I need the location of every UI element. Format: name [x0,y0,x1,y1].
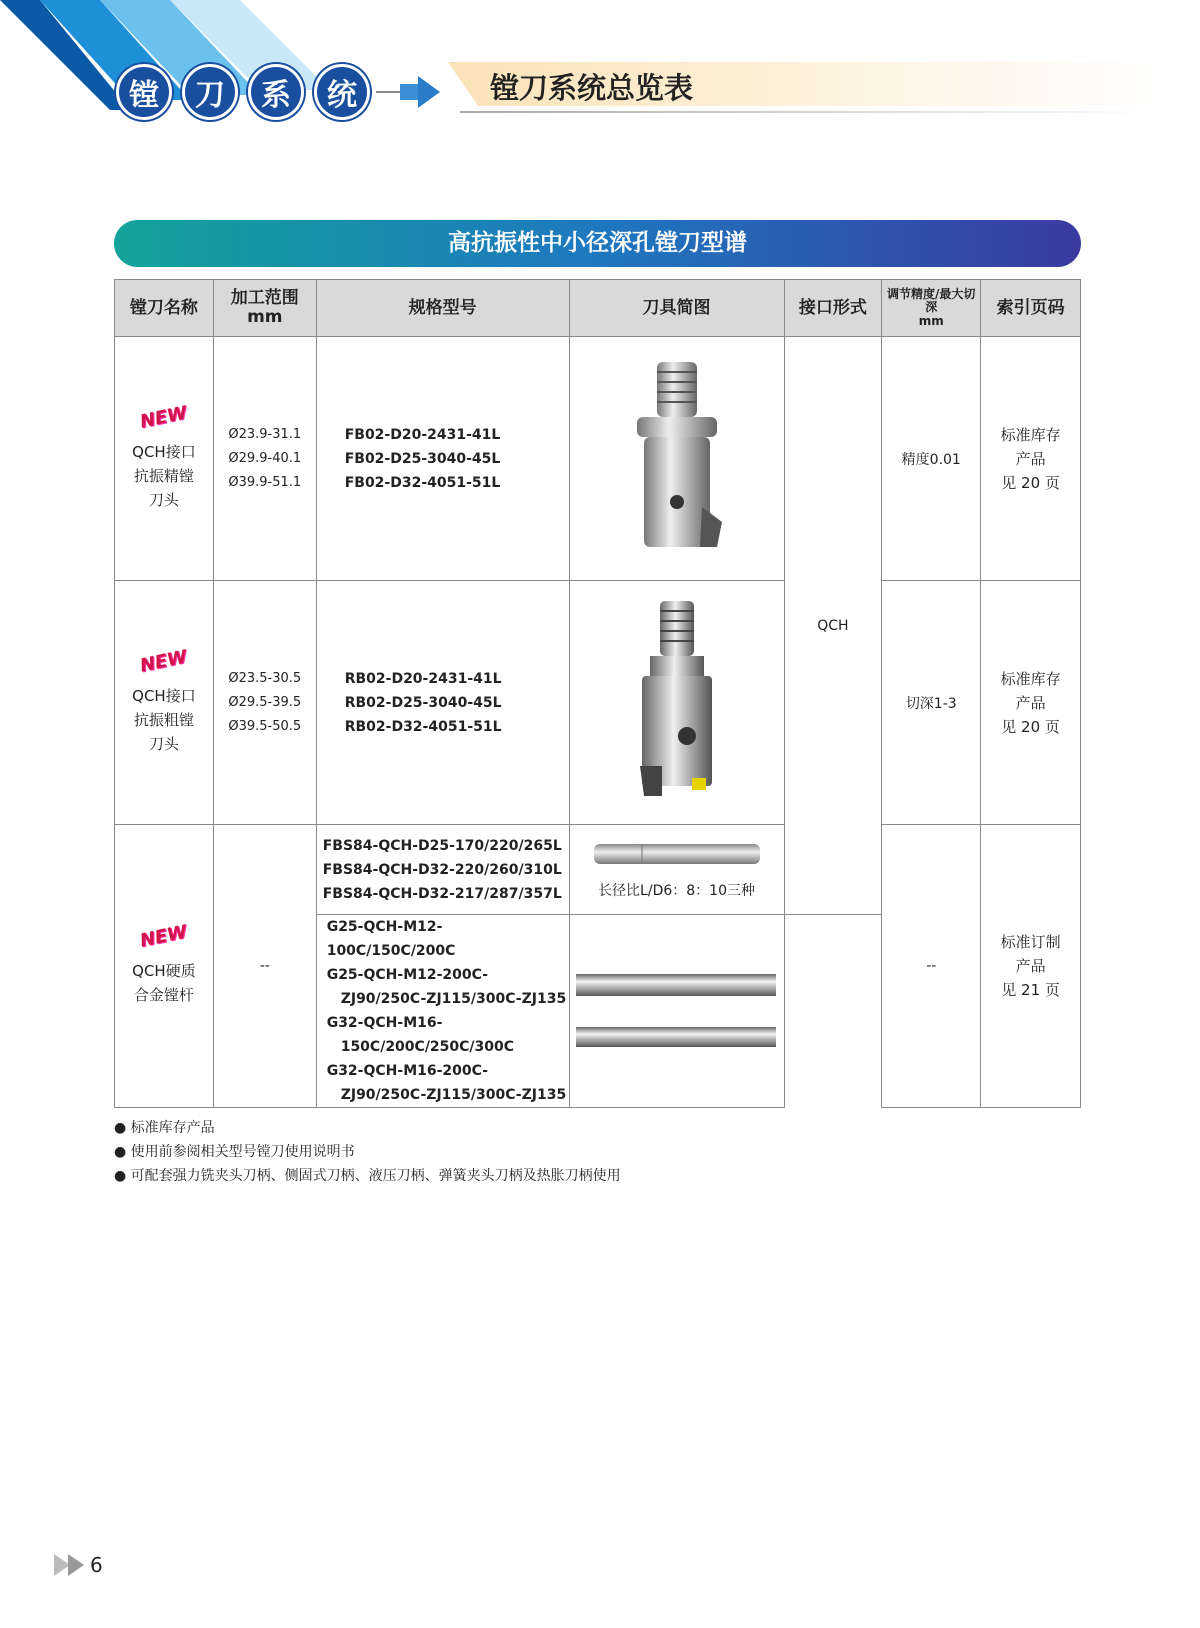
index [981,825,1081,1108]
interface: QCH [784,337,882,915]
tool-image-carbide-bars [569,915,784,1108]
index-line: 标准订制 [1000,933,1061,951]
model: FB02-D25-3040-45L [344,450,501,467]
range-value: Ø39.5-50.5 [228,718,302,734]
adjust: -- [882,825,981,1108]
badge-char: 镗 [116,64,172,120]
models [316,337,569,581]
title-underline [460,111,1160,113]
col-diagram: 刀具简图 [569,280,784,337]
model: ZJ90/250C-ZJ115/300C-ZJ135 [340,1087,567,1103]
tool-name [115,581,214,825]
col-index: 索引页码 [981,280,1081,337]
table-header [115,280,1081,337]
notes [114,1116,621,1188]
arrow-right-icon [376,72,446,112]
badge-char: 系 [248,64,304,120]
name-line: 合金镗杆 [133,986,194,1004]
index [981,337,1081,581]
col-adjust-unit: mm [918,313,944,328]
index-line: 见 21 页 [1001,981,1060,999]
col-range-unit: mm [247,307,283,327]
note: ● 使用前参阅相关型号镗刀使用说明书 [114,1144,355,1160]
model: FBS84-QCH-D32-220/260/310L [322,861,562,878]
double-arrow-icon [54,1554,86,1576]
range-value: Ø23.9-31.1 [228,426,302,442]
table-row [115,581,1081,825]
col-name: 镗刀名称 [115,280,214,337]
name-line: 刀头 [148,490,179,509]
range: -- [213,825,316,1108]
tool-image-rough-boring-head [569,581,784,825]
adjust: 精度0.01 [882,337,981,581]
model: 150C/200C/250C/300C [340,1039,515,1055]
table-row [115,337,1081,581]
tool-name [115,337,214,581]
model: FBS84-QCH-D32-217/287/357L [322,885,562,902]
name-line: QCH接口 [132,686,196,705]
model: FBS84-QCH-D25-170/220/265L [322,837,562,854]
model: G32-QCH-M16- [326,1015,443,1031]
page-number: 6 [90,1553,103,1577]
badge-char: 统 [314,64,370,120]
col-adjust-label: 调节精度/最大切深 [887,287,976,315]
col-model: 规格型号 [316,280,569,337]
model: G32-QCH-M16-200C- [326,1063,489,1079]
index-line: 见 20 页 [1001,717,1060,736]
note: ● 可配套强力铣夹头刀柄、侧固式刀柄、液压刀柄、弹簧夹头刀柄及热胀刀柄使用 [114,1168,621,1184]
new-badge: NEW [138,401,190,433]
badge-char: 刀 [182,64,238,120]
name-line: QCH硬质 [132,962,196,980]
index-line: 见 20 页 [1001,473,1060,492]
page-title: 镗刀系统总览表 [490,71,694,105]
model: G25-QCH-M12-200C- [326,967,489,983]
model: RB02-D20-2431-41L [344,670,502,687]
tool-image-boring-bar [569,825,784,915]
tool-name [115,825,214,1108]
name-line: 刀头 [148,734,179,753]
new-badge: NEW [138,921,190,952]
tool-image-fine-boring-head [569,337,784,581]
col-range [213,280,316,337]
range [213,581,316,825]
col-adjust [882,280,981,337]
col-interface: 接口形式 [784,280,882,337]
models [316,581,569,825]
index-line: 产品 [1015,693,1046,712]
name-line: 抗振粗镗 [133,710,194,729]
models [316,825,569,915]
section-badge [116,64,370,120]
col-range-label: 加工范围 [230,288,299,309]
index-line: 产品 [1015,449,1046,468]
name-line: 抗振精镗 [133,466,194,485]
boring-tool-table [114,279,1081,1108]
range-value: Ø39.9-51.1 [228,474,302,490]
range-value: Ø23.5-30.5 [228,670,302,686]
model: ZJ90/250C-ZJ115/300C-ZJ135 [340,991,567,1007]
new-badge: NEW [138,645,190,677]
aspect-ratio-caption: 长径比L/D6：8：10三种 [598,882,755,899]
index-line: 标准库存 [1000,425,1061,444]
adjust: 切深1-3 [882,581,981,825]
table-row [115,825,1081,915]
model: RB02-D25-3040-45L [344,694,502,711]
index-line: 产品 [1015,957,1046,975]
model: FB02-D20-2431-41L [344,426,501,443]
section-title: 高抗振性中小径深孔镗刀型谱 [114,220,1081,267]
models [316,915,569,1108]
range-value: Ø29.9-40.1 [228,450,302,466]
model: G25-QCH-M12-100C/150C/200C [326,919,456,959]
range-value: Ø29.5-39.5 [228,694,302,710]
model: RB02-D32-4051-51L [344,718,502,735]
name-line: QCH接口 [132,442,196,461]
model: FB02-D32-4051-51L [344,474,501,491]
page-footer [54,1553,103,1577]
note: ● 标准库存产品 [114,1120,215,1136]
index [981,581,1081,825]
range [213,337,316,581]
index-line: 标准库存 [1000,669,1061,688]
